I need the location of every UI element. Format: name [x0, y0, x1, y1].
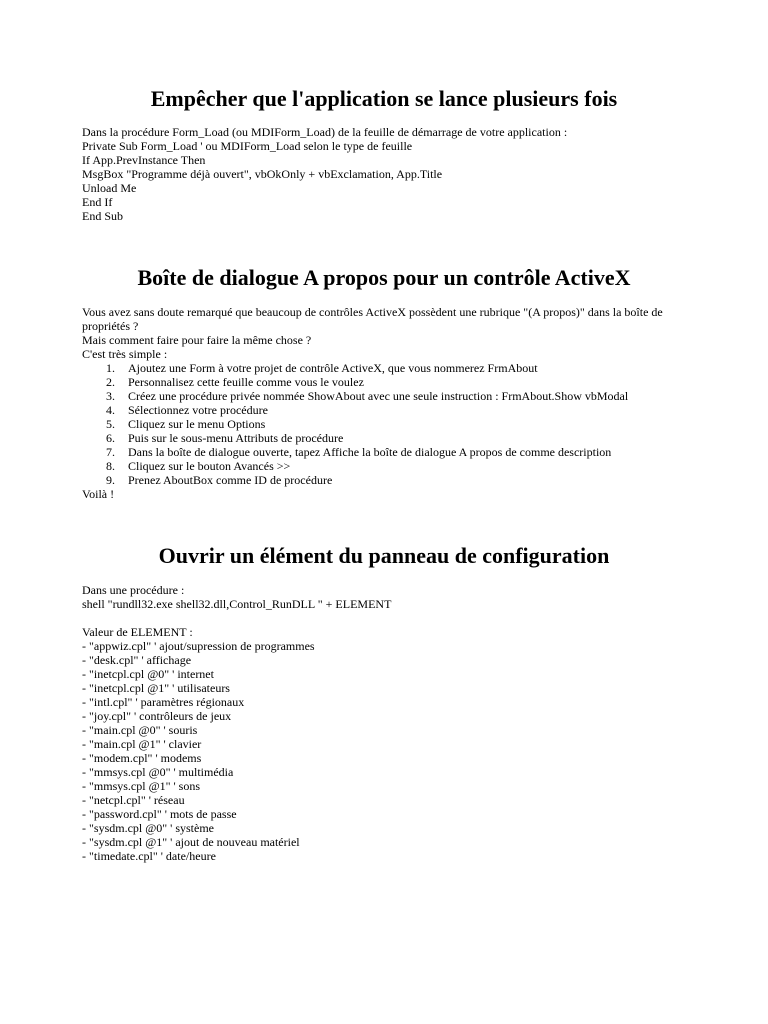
section-1-title: Empêcher que l'application se lance plusieurs fois	[150, 86, 618, 111]
section-2-body	[82, 305, 672, 501]
list-item	[82, 459, 672, 473]
list-item-text: Puis sur le sous-menu Attributs de procédure	[128, 431, 344, 445]
section-1-body	[82, 125, 682, 223]
list-item	[82, 445, 672, 459]
value-item: - "intl.cpl" ' paramètres régionaux	[82, 695, 245, 709]
list-item-text: Cliquez sur le bouton Avancés >>	[128, 459, 291, 473]
list-item	[82, 375, 672, 389]
value-item: - "netcpl.cpl" ' réseau	[82, 793, 185, 807]
list-item-text: Dans la boîte de dialogue ouverte, tapez Affiche la boîte de dialogue A propos de comme description	[128, 445, 612, 459]
section-1-line: Unload Me	[82, 181, 137, 195]
value-item: - "mmsys.cpl @1" ' sons	[82, 779, 201, 793]
value-item: - "joy.cpl" ' contrôleurs de jeux	[82, 709, 232, 723]
list-item-text: Ajoutez une Form à votre projet de contrôle ActiveX, que vous nommerez FrmAbout	[128, 361, 538, 375]
list-item	[82, 403, 672, 417]
value-item: - "appwiz.cpl" ' ajout/supression de programmes	[82, 639, 315, 653]
section-1-line: MsgBox "Programme déjà ouvert", vbOkOnly + vbExclamation, App.Title	[82, 167, 443, 181]
section-2-intro: Vous avez sans doute remarqué que beaucoup de contrôles ActiveX possèdent une rubrique "(A propos)" dans la boîte de propriétés ?	[82, 305, 663, 333]
list-item-number: 8.	[106, 459, 115, 473]
value-item: - "password.cpl" ' mots de passe	[82, 807, 237, 821]
section-3-body	[82, 583, 682, 863]
list-item-number: 6.	[106, 431, 115, 445]
list-item-number: 3.	[106, 389, 115, 403]
value-item: - "sysdm.cpl @0" ' système	[82, 821, 214, 835]
section-3-intro-line: Dans une procédure :	[82, 583, 185, 597]
value-item: - "inetcpl.cpl @0" ' internet	[82, 667, 214, 681]
list-item-text: Prenez AboutBox comme ID de procédure	[128, 473, 333, 487]
blank-line	[82, 611, 682, 625]
steps-list	[82, 361, 672, 487]
value-item: - "desk.cpl" ' affichage	[82, 653, 192, 667]
list-item-number: 9.	[106, 473, 115, 487]
section-3-title: Ouvrir un élément du panneau de configuration	[158, 543, 610, 568]
list-item-text: Créez une procédure privée nommée ShowAbout avec une seule instruction : FrmAbout.Show vbModal	[128, 389, 629, 403]
section-3-intro-line: shell "rundll32.exe shell32.dll,Control_RunDLL " + ELEMENT	[82, 597, 392, 611]
value-item: - "inetcpl.cpl @1" ' utilisateurs	[82, 681, 230, 695]
list-item-text: Sélectionnez votre procédure	[128, 403, 268, 417]
values-label: Valeur de ELEMENT :	[82, 625, 193, 639]
list-item-text: Cliquez sur le menu Options	[128, 417, 266, 431]
list-item	[82, 431, 672, 445]
list-item	[82, 473, 672, 487]
list-item	[82, 361, 672, 375]
section-2-simple: C'est très simple :	[82, 347, 168, 361]
list-item-number: 7.	[106, 445, 115, 459]
section-1-line: End If	[82, 195, 113, 209]
value-item: - "main.cpl @0" ' souris	[82, 723, 198, 737]
list-item-text: Personnalisez cette feuille comme vous le voulez	[128, 375, 364, 389]
list-item-number: 1.	[106, 361, 115, 375]
list-item-number: 2.	[106, 375, 115, 389]
list-item	[82, 417, 672, 431]
value-item: - "main.cpl @1" ' clavier	[82, 737, 202, 751]
value-item: - "sysdm.cpl @1" ' ajout de nouveau matériel	[82, 835, 300, 849]
value-item: - "modem.cpl" ' modems	[82, 751, 202, 765]
section-2-outro: Voilà !	[82, 487, 115, 501]
list-item-number: 5.	[106, 417, 115, 431]
list-item-number: 4.	[106, 403, 115, 417]
section-1-line: Private Sub Form_Load ' ou MDIForm_Load selon le type de feuille	[82, 139, 413, 153]
section-1-line: End Sub	[82, 209, 124, 223]
section-2-question: Mais comment faire pour faire la même chose ?	[82, 333, 312, 347]
section-2-title: Boîte de dialogue A propos pour un contrôle ActiveX	[137, 265, 631, 290]
section-1-line: If App.PrevInstance Then	[82, 153, 206, 167]
value-item: - "timedate.cpl" ' date/heure	[82, 849, 216, 863]
section-1-line: Dans la procédure Form_Load (ou MDIForm_Load) de la feuille de démarrage de votre application :	[82, 125, 568, 139]
list-item	[82, 389, 672, 403]
value-item: - "mmsys.cpl @0" ' multimédia	[82, 765, 234, 779]
